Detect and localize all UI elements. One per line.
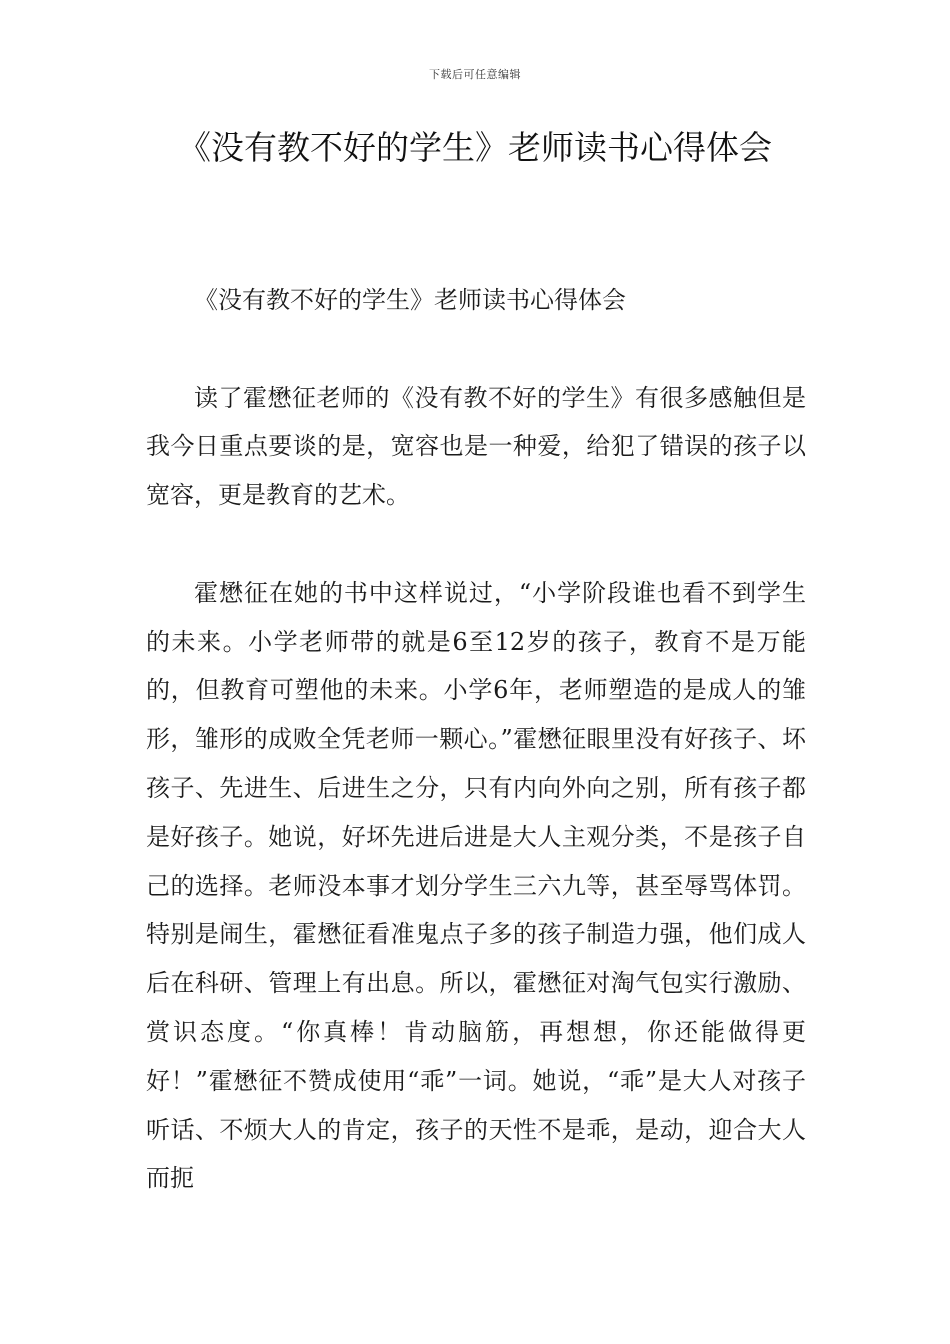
paragraph: 读了霍懋征老师的《没有教不好的学生》有很多感触但是我今日重点要谈的是，宽容也是一种爱，给犯了错误的孩子以宽容，更是教育的艺术。 xyxy=(146,383,806,510)
paragraph: 霍懋征在她的书中这样说过，“小学阶段谁也看不到学生的未来。小学老师带的就是6至12岁的孩子，教育不是万能的，但教育可塑他的未来。小学6年，老师塑造的是成人的雏形，雏形的成败全凭老师一颗心。”霍懋征眼里没有好孩子、坏孩子、先进生、后进生之分，只有内向外向之别，所有孩子都是好孩子。她说，好坏先进后进是大人主观分类，不是孩子自己的选择。老师没本事才划分学生三六九等，甚至辱骂体罚。特别是闹生，霍懋征看准鬼点子多的孩子制造力强，他们成人后在科研、管理上有出息。所以，霍懋征对淘气包实行激励、赏识态度。“你真棒！肯动脑筋，再想想，你还能做得更好！”霍懋征不赞成使用“乖”一词。她说，“乖”是大人对孩子听话、不烦大人的肯定，孩子的天性不是乖，是动，迎合大人而扼 xyxy=(146,578,806,1193)
document-title: 《没有教不好的学生》老师读书心得体会 xyxy=(178,128,772,167)
document-body xyxy=(146,276,806,1203)
header-note: 下载后可任意编辑 xyxy=(429,68,521,81)
paragraph-subtitle: 《没有教不好的学生》老师读书心得体会 xyxy=(194,286,626,314)
